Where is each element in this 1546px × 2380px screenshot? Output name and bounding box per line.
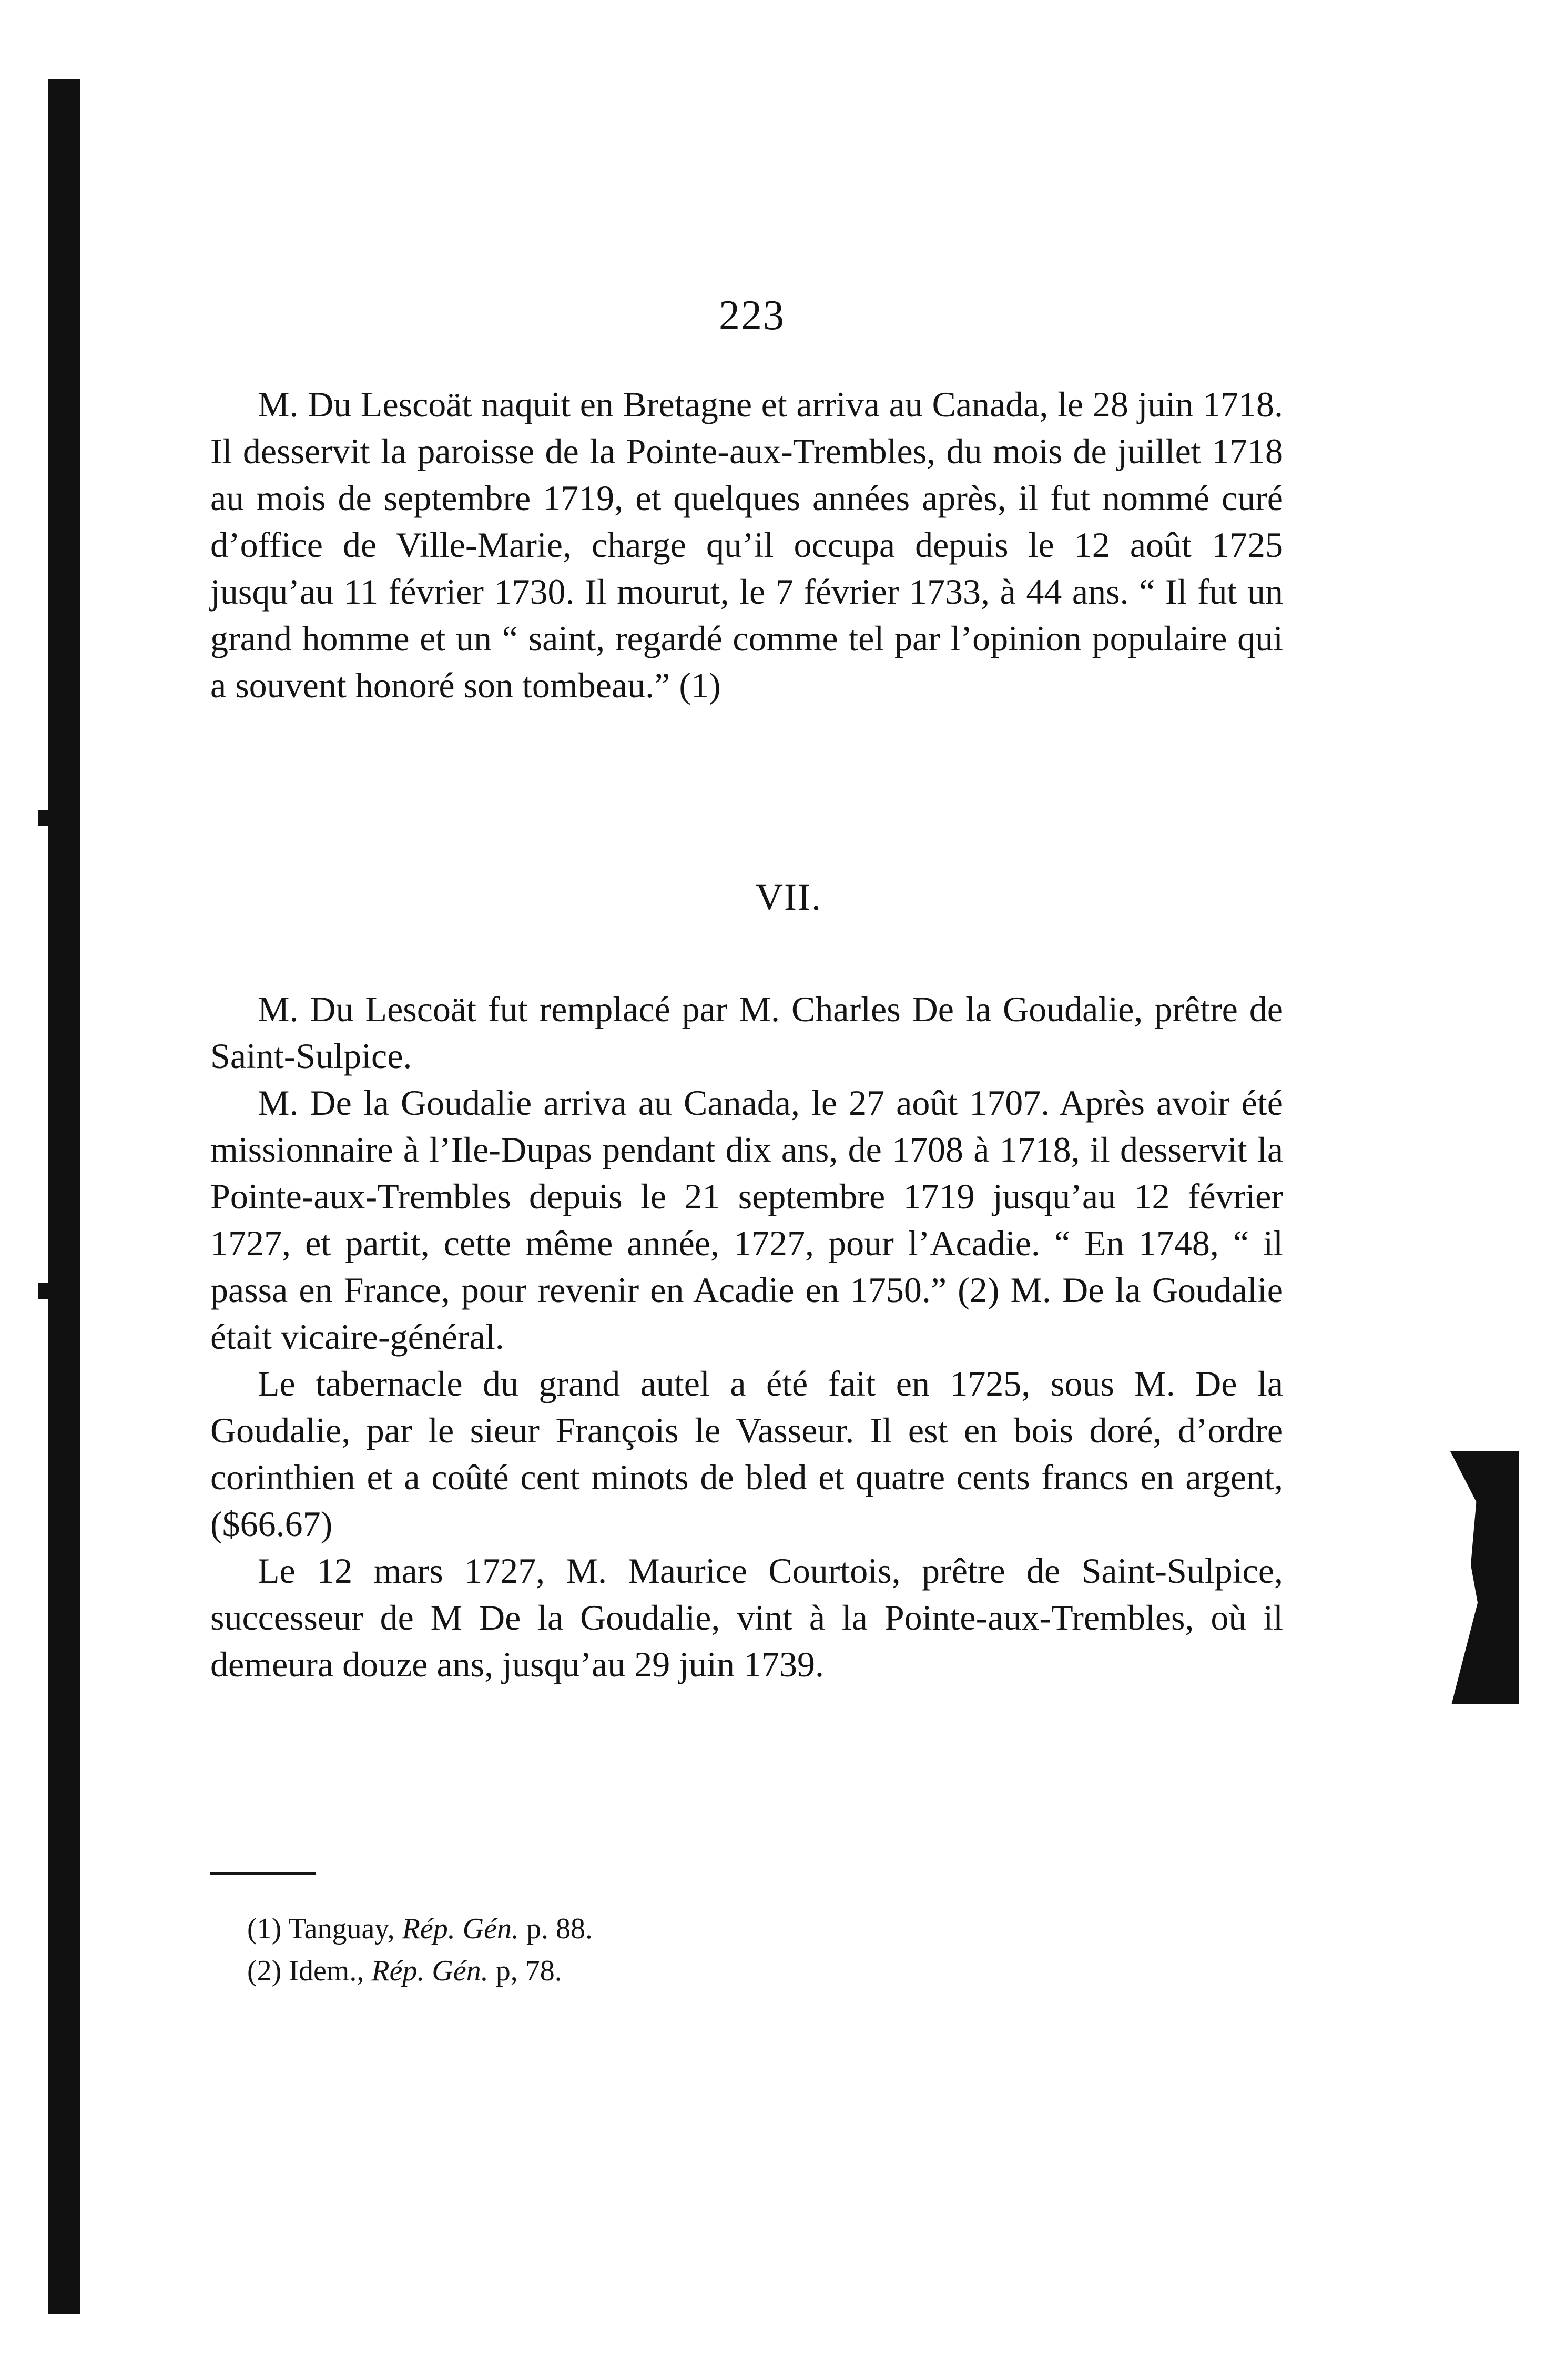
- scan-edge-mark: [38, 1283, 54, 1299]
- footnote-work: Rép. Gén.: [371, 1955, 489, 1987]
- paragraph-block-2: [210, 986, 1283, 1688]
- footnote-rule: [210, 1872, 316, 1875]
- footnote: [247, 1908, 593, 1950]
- paragraph: Le tabernacle du grand autel a été fait en 1725, sous M. De la Goudalie, par le sieur François le Vasseur. Il est en bois doré, d’ordre corinthien et a coûté cent minots de bled et quatre cents francs en argent, ($66.67): [210, 1364, 1283, 1544]
- footnote: [247, 1950, 593, 1992]
- footnote-page: p, 78.: [495, 1955, 562, 1987]
- paragraph: M. Du Lescoät naquit en Bretagne et arriva au Canada, le 28 juin 1718. Il desservit la paroisse de la Pointe-aux-Trembles, du mois de juillet 1718 au mois de septembre 1719, et quelques années après, il fut nommé curé d’office de Ville-Marie, charge qu’il occupa depuis le 12 août 1725 jusqu’au 11 février 1730. Il mourut, le 7 février 1733, à 44 ans. “ Il fut un grand homme et un “ saint, regardé comme tel par l’opinion populaire qui a souvent honoré son tombeau.” (1): [210, 384, 1283, 705]
- footnote-mark: (2): [247, 1955, 282, 1987]
- scan-edge-shadow: [48, 79, 80, 2314]
- footnotes: [247, 1908, 593, 1992]
- footnote-mark: (1): [247, 1913, 282, 1945]
- footnote-work: Rép. Gén.: [402, 1913, 520, 1945]
- page-number: 223: [719, 292, 785, 339]
- paragraph: M. Du Lescoät fut remplacé par M. Charles De la Goudalie, prêtre de Saint-Sulpice.: [210, 989, 1283, 1076]
- footnote-page: p. 88.: [526, 1913, 593, 1945]
- scan-edge-mark: [38, 810, 54, 826]
- section-heading: VII.: [756, 876, 822, 918]
- footnote-author: Idem.,: [289, 1955, 364, 1987]
- footnote-author: Tanguay,: [288, 1913, 395, 1945]
- paragraph: M. De la Goudalie arriva au Canada, le 27 août 1707. Après avoir été missionnaire à l’Ile-Dupas pendant dix ans, de 1708 à 1718, il desservit la Pointe-aux-Trembles depuis le 21 septembre 1719 jusqu’au 12 février 1727, et partit, cette même année, 1727, pour l’Acadie. “ En 1748, “ il passa en France, pour revenir en Acadie en 1750.” (2) M. De la Goudalie était vicaire-général.: [210, 1083, 1283, 1357]
- paragraph-block-1: [210, 381, 1283, 709]
- paragraph: Le 12 mars 1727, M. Maurice Courtois, prêtre de Saint-Sulpice, successeur de M De la Goudalie, vint à la Pointe-aux-Trembles, où il demeura douze ans, jusqu’au 29 juin 1739.: [210, 1551, 1283, 1684]
- scan-tab-shadow: [1450, 1451, 1519, 1704]
